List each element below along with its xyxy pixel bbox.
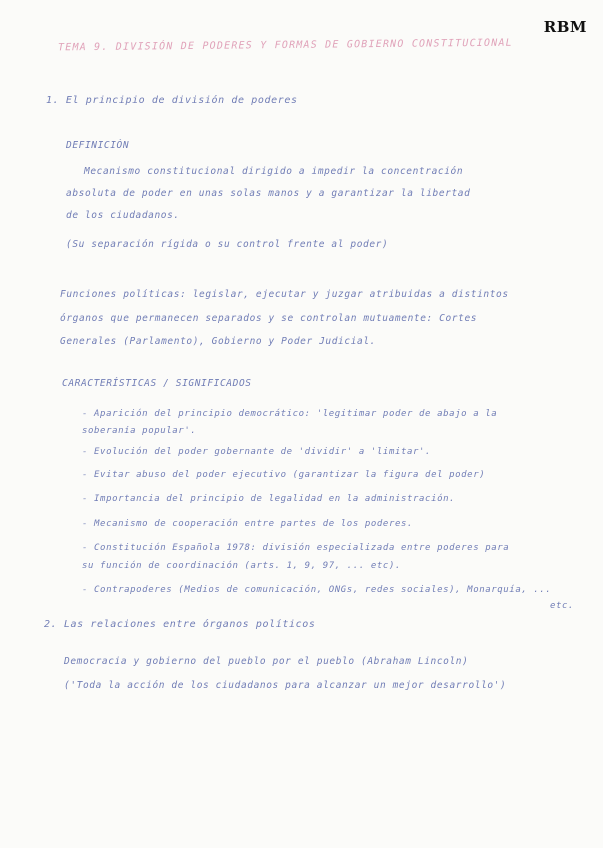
- item-line-7: - Constitución Española 1978: división especializada entre poderes para: [82, 543, 510, 553]
- item-line-5: - Importancia del principio de legalidad en la administración.: [82, 494, 456, 504]
- definicion-label: DEFINICIÓN: [66, 140, 130, 151]
- section-2-line-2: ('Toda la acción de los ciudadanos para alcanzar un mejor desarrollo'): [64, 680, 507, 691]
- page-title: TEMA 9. DIVISIÓN DE PODERES Y FORMAS DE GOBIERNO CONSTITUCIONAL: [57, 37, 513, 54]
- author-mark: RBM: [543, 18, 587, 36]
- funciones-line-2: órganos que permanecen separados y se controlan mutuamente: Cortes: [60, 313, 478, 324]
- caracteristicas-label: CARACTERÍSTICAS / SIGNIFICADOS: [62, 378, 252, 389]
- section-1-heading: 1. El principio de división de poderes: [46, 95, 298, 106]
- section-2-heading: 2. Las relaciones entre órganos políticos: [44, 619, 316, 630]
- item-line-8: su función de coordinación (arts. 1, 9, 97, ... etc).: [82, 561, 401, 571]
- item-line-3: - Evolución del poder gobernante de 'dividir' a 'limitar'.: [82, 447, 432, 457]
- definicion-line-2: absoluta de poder en unas solas manos y a garantizar la libertad: [66, 188, 471, 199]
- section-2-line-1: Democracia y gobierno del pueblo por el pueblo (Abraham Lincoln): [64, 656, 469, 667]
- item-line-10: etc.: [550, 601, 575, 611]
- item-line-6: - Mecanismo de cooperación entre partes de los poderes.: [82, 519, 414, 529]
- definicion-line-1: Mecanismo constitucional dirigido a impedir la concentración: [84, 166, 464, 177]
- definicion-line-4: (Su separación rígida o su control frente al poder): [66, 239, 389, 250]
- item-line-9: - Contrapoderes (Medios de comunicación, ONGs, redes sociales), Monarquía, ...: [82, 585, 552, 595]
- item-line-2: soberanía popular'.: [82, 426, 197, 436]
- funciones-line-1: Funciones políticas: legislar, ejecutar y juzgar atribuidas a distintos: [60, 289, 509, 300]
- definicion-line-3: de los ciudadanos.: [66, 210, 180, 221]
- item-line-4: - Evitar abuso del poder ejecutivo (garantizar la figura del poder): [82, 470, 486, 480]
- item-line-1: - Aparición del principio democrático: 'legitimar poder de abajo a la: [82, 409, 498, 419]
- funciones-line-3: Generales (Parlamento), Gobierno y Poder Judicial.: [60, 336, 376, 347]
